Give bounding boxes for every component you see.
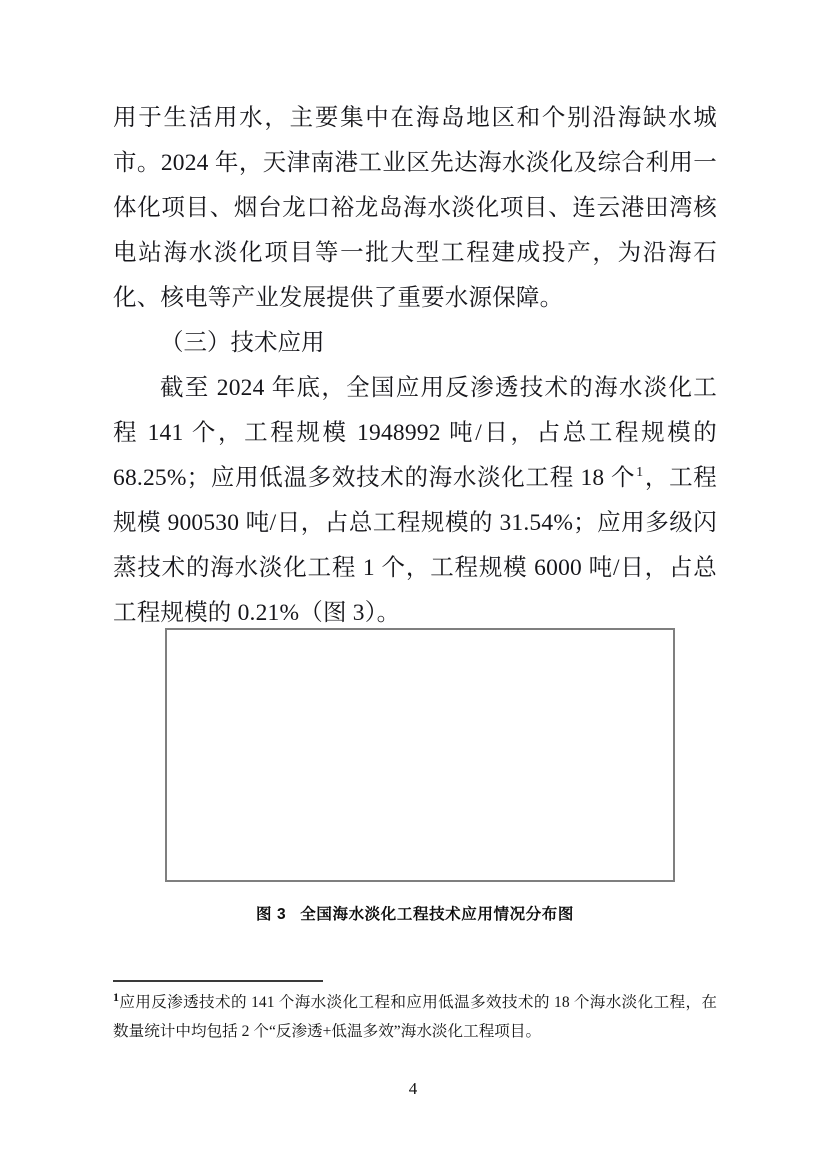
body-paragraph-1: 用于生活用水，主要集中在海岛地区和个别沿海缺水城市。2024 年，天津南港工业区先达海水淡化及综合利用一体化项目、烟台龙口裕龙岛海水淡化项目、连云港田湾核电站海水淡化项目等一批大型工程建成投产，为沿海石化、核电等产业发展提供了重要水源保障。 <box>113 105 717 311</box>
chart-frame <box>165 628 675 882</box>
footnote <box>113 988 717 1046</box>
body-paragraph-2 <box>113 366 717 636</box>
footnote-number: 1 <box>113 989 119 1004</box>
footnote-text: 应用反渗透技术的 141 个海水淡化工程和应用低温多效技术的 18 个海水淡化工程，在数量统计中均包括 2 个“反渗透+低温多效”海水淡化工程项目。 <box>113 994 717 1040</box>
footnote-separator <box>113 980 323 982</box>
section-heading: （三）技术应用 <box>160 330 325 356</box>
body-paragraph-2-part1: 截至 2024 年底，全国应用反渗透技术的海水淡化工程 141 个，工程规模 1948992 吨/日，占总工程规模的 68.25%；应用低温多效技术的海水淡化工程 18 个 <box>113 375 717 491</box>
page-number: 4 <box>408 1079 418 1098</box>
figure-caption-text: 全国海水淡化工程技术应用情况分布图 <box>300 906 574 923</box>
figure-caption-number: 图 3 <box>256 906 287 923</box>
footnote-reference[interactable]: 1 <box>636 465 644 481</box>
figure-caption <box>113 902 717 924</box>
page-body <box>113 96 717 636</box>
body-paragraph-2-part2: ，工程规模 900530 吨/日，占总工程规模的 31.54%；应用多级闪蒸技术的海水淡化工程 1 个，工程规模 6000 吨/日，占总工程规模的 0.21%（图 3）。 <box>113 465 717 626</box>
figure-3 <box>165 628 675 882</box>
